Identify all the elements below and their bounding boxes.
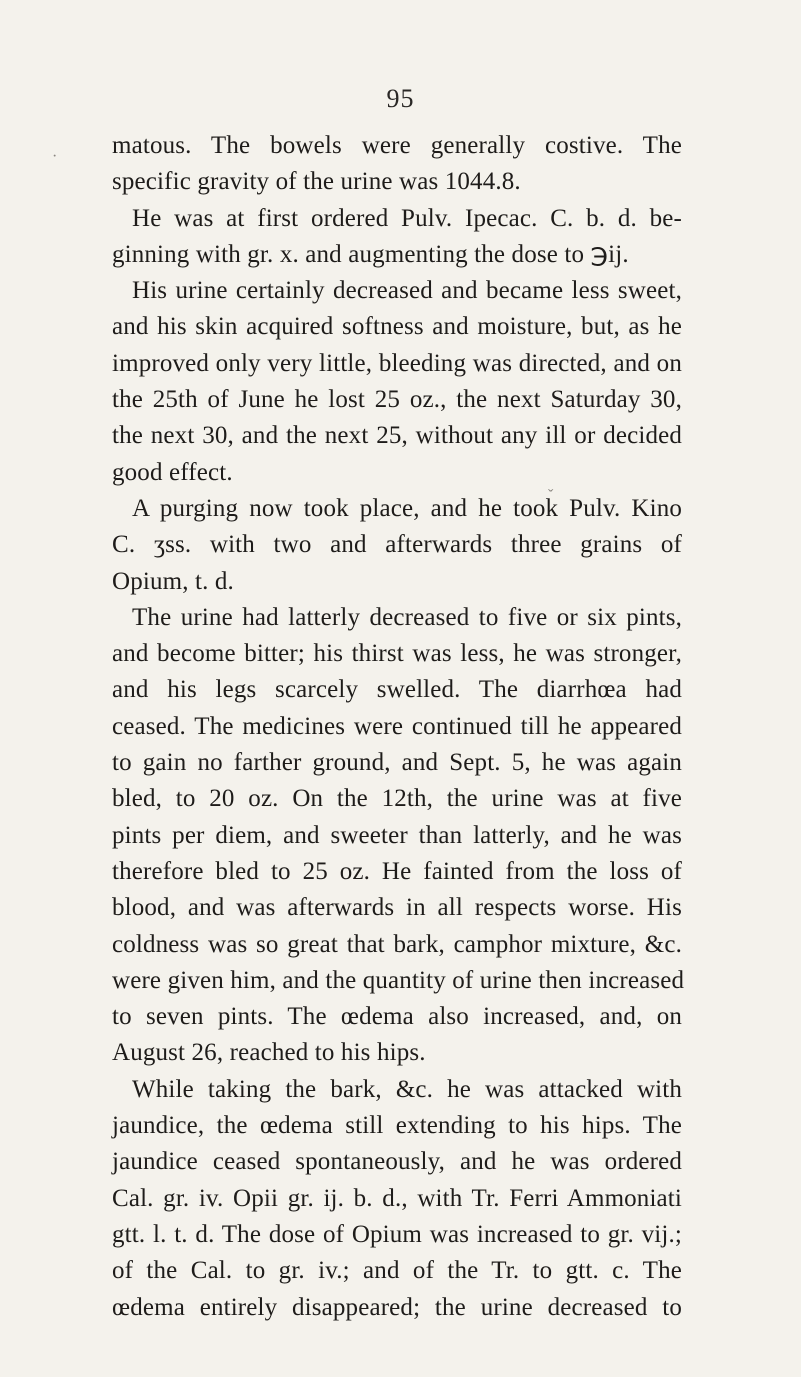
text-line: good effect.: [112, 458, 233, 486]
text-line: jaundice, the œdema still extending to his hips. The: [112, 1112, 682, 1140]
margin-speck: ·: [52, 148, 58, 165]
page-number: 95: [386, 84, 415, 113]
margin-speck: ˬ: [548, 475, 554, 492]
text-line: the 25th of June he lost 25 oz., the next Saturday 30,: [112, 386, 682, 414]
text-line: therefore bled to 25 oz. He fainted from the loss of: [112, 857, 682, 885]
text-line: gtt. l. t. d. The dose of Opium was increased to gr. vij.;: [112, 1220, 682, 1248]
text-line: pints per diem, and sweeter than latterly, and he was: [112, 821, 682, 849]
text-line: He was at first ordered Pulv. Ipecac. C. b. d. be-: [132, 204, 682, 232]
text-line: and his legs scarcely swelled. The diarrhœa had: [112, 676, 682, 704]
text-line: Cal. gr. iv. Opii gr. ij. b. d., with Tr. Ferri Ammoniati: [112, 1184, 682, 1212]
text-line: While taking the bark, &c. he was attacked with: [132, 1075, 682, 1103]
text-line: and his skin acquired softness and moisture, but, as he: [112, 313, 682, 341]
text-line: ginning with gr. x. and augmenting the dose to ℈ij.: [112, 240, 629, 268]
text-line: matous. The bowels were generally costive. The: [112, 132, 682, 159]
text-line: of the Cal. to gr. iv.; and of the Tr. to gtt. c. The: [112, 1257, 682, 1285]
text-line: improved only very little, bleeding was directed, and on: [112, 349, 682, 377]
text-line: to gain no farther ground, and Sept. 5, he was again: [112, 749, 682, 777]
text-line: His urine certainly decreased and became less sweet,: [132, 277, 682, 305]
text-line: jaundice ceased spontaneously, and he was ordered: [112, 1148, 682, 1176]
text-line: œdema entirely disappeared; the urine decreased to: [112, 1293, 682, 1321]
body-text: [112, 128, 685, 1326]
text-line: August 26, reached to his hips.: [112, 1039, 426, 1067]
text-line: were given him, and the quantity of urine then increased: [112, 966, 685, 994]
text-line: ceased. The medicines were continued till he appeared: [112, 712, 682, 740]
text-line: bled, to 20 oz. On the 12th, the urine was at five: [112, 785, 682, 813]
text-line: coldness was so great that bark, camphor mixture, &c.: [112, 930, 682, 958]
text-line: the next 30, and the next 25, without any ill or decided: [112, 422, 682, 450]
text-line: The urine had latterly decreased to five or six pints,: [132, 603, 682, 631]
text-line: C. ʒss. with two and afterwards three grains of: [112, 531, 682, 559]
text-line: Opium, t. d.: [112, 567, 234, 595]
text-line: A purging now took place, and he took Pulv. Kino: [132, 494, 682, 522]
text-line: specific gravity of the urine was 1044.8.: [112, 168, 521, 196]
text-line: to seven pints. The œdema also increased, and, on: [112, 1003, 682, 1031]
text-line: blood, and was afterwards in all respects worse. His: [112, 894, 682, 922]
text-line: and become bitter; his thirst was less, he was stronger,: [112, 640, 682, 668]
